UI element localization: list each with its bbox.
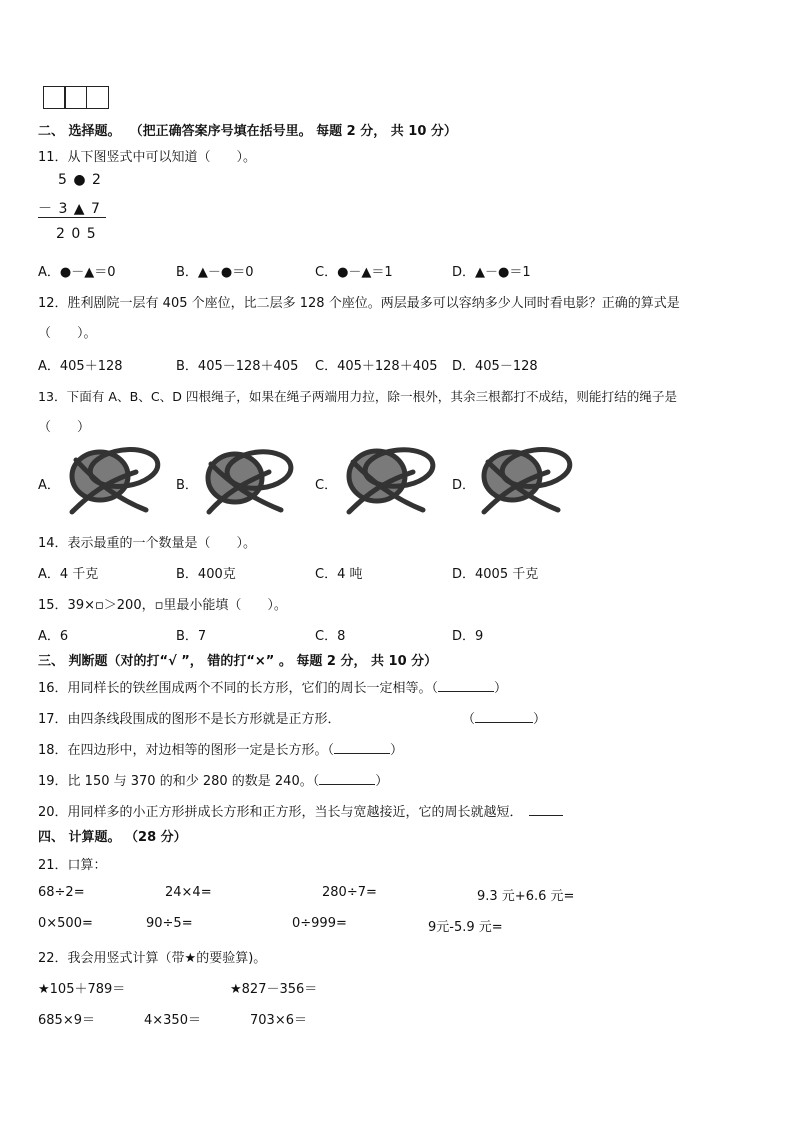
q22-item: ★105＋789＝ xyxy=(38,982,126,997)
q15-option-c[interactable]: C．8 xyxy=(315,629,346,644)
q12-option-a[interactable]: A．405＋128 xyxy=(38,359,123,374)
q11-option-a[interactable]: A．●－▲＝0 xyxy=(38,265,116,280)
q12-option-c[interactable]: C．405＋128＋405 xyxy=(315,359,438,374)
q21-item: 9.3 元+6.6 元= xyxy=(477,889,575,904)
q12-option-b[interactable]: B．405－128＋405 xyxy=(176,359,299,374)
close-paren: ） xyxy=(375,774,389,789)
q18-answer-blank[interactable] xyxy=(334,753,390,754)
q16-stem: 16．用同样长的铁丝围成两个不同的长方形，它们的周长一定相等。（ xyxy=(38,681,439,696)
section-2-title: 二、 选择题。 xyxy=(38,124,121,139)
q11-option-d[interactable]: D．▲－●＝1 xyxy=(452,265,531,280)
q22-stem: 22．我会用竖式计算（带★的要验算)。 xyxy=(38,951,267,966)
section-2-header xyxy=(38,120,457,139)
q13-option-c[interactable]: C． xyxy=(315,478,338,493)
open-paren: （ xyxy=(462,712,476,727)
vertical-line xyxy=(38,217,106,218)
q19-item xyxy=(38,770,388,789)
q20-stem: 20．用同样多的小正方形拼成长方形和正方形，当长与宽越接近，它的周长就越短． xyxy=(38,805,523,820)
answer-boxes xyxy=(44,86,109,109)
vertical-row-3: 2 0 5 xyxy=(56,226,97,242)
q14-option-a[interactable]: A．4 千克 xyxy=(38,567,99,582)
q21-item: 0÷999= xyxy=(292,916,347,931)
q11-vertical-calculation xyxy=(38,172,118,250)
q12-stem-cont: （ ）。 xyxy=(38,326,97,341)
q21-item: 0×500= xyxy=(38,916,93,931)
rope-b-image[interactable] xyxy=(203,444,295,518)
q14-option-d[interactable]: D．4005 千克 xyxy=(452,567,539,582)
q22-item: 4×350＝ xyxy=(144,1013,201,1028)
q22-item: 703×6＝ xyxy=(250,1013,307,1028)
q11-option-c[interactable]: C．●－▲＝1 xyxy=(315,265,393,280)
q22-item: 685×9＝ xyxy=(38,1013,95,1028)
q13-option-b[interactable]: B． xyxy=(176,478,198,493)
rope-c-image[interactable] xyxy=(341,442,437,518)
q13-option-d[interactable]: D． xyxy=(452,478,476,493)
answer-box[interactable] xyxy=(64,86,87,109)
q11-option-b[interactable]: B．▲－●＝0 xyxy=(176,265,254,280)
q12-option-d[interactable]: D．405－128 xyxy=(452,359,538,374)
q15-option-d[interactable]: D．9 xyxy=(452,629,484,644)
q15-stem: 15．39×▫＞200，▫里最小能填（ ）。 xyxy=(38,598,287,613)
q19-stem: 19．比 150 与 370 的和少 280 的数是 240。（ xyxy=(38,774,320,789)
q13-stem: 13．下面有 A、B、C、D 四根绳子，如果在绳子两端用力拉，除一根外，其余三根都打不成结，则能打结的绳子是 xyxy=(38,389,678,404)
q21-item: 90÷5= xyxy=(146,916,193,931)
q21-item: 9元-5.9 元= xyxy=(428,920,503,935)
section-3-title: 三、 判断题（对的打“√ ”， 错的打“×” 。 每题 2 分， 共 10 分） xyxy=(38,654,438,669)
q14-option-b[interactable]: B．400克 xyxy=(176,567,236,582)
q15-option-a[interactable]: A．6 xyxy=(38,629,69,644)
q22-item: ★827－356＝ xyxy=(230,982,318,997)
q12-stem: 12．胜利剧院一层有 405 个座位，比二层多 128 个座位。两层最多可以容纳多少人同时看电影？正确的算式是 xyxy=(38,296,680,311)
answer-box[interactable] xyxy=(86,86,109,109)
q16-answer-blank[interactable] xyxy=(438,691,494,692)
q20-item xyxy=(38,801,563,820)
q17-stem: 17．由四条线段围成的图形不是长方形就是正方形． xyxy=(38,712,341,727)
q18-stem: 18．在四边形中，对边相等的图形一定是长方形。（ xyxy=(38,743,335,758)
q21-stem: 21．口算： xyxy=(38,858,107,873)
section-4-title: 四、 计算题。 （28 分） xyxy=(38,830,187,845)
q13-stem-cont: （ ） xyxy=(38,420,91,435)
q17-answer xyxy=(462,708,546,727)
section-2-note: （把正确答案序号填在括号里。 每题 2 分， 共 10 分） xyxy=(129,124,457,139)
answer-box[interactable] xyxy=(43,86,66,109)
vertical-row-2: － 3 ▲ 7 xyxy=(38,201,101,217)
q17-answer-blank[interactable] xyxy=(475,722,533,723)
q11-stem: 11．从下图竖式中可以知道（ ）。 xyxy=(38,150,257,165)
rope-a-image[interactable] xyxy=(66,442,162,518)
q14-option-c[interactable]: C．4 吨 xyxy=(315,567,363,582)
vertical-row-1: 5 ● 2 xyxy=(58,172,102,188)
rope-d-image[interactable] xyxy=(478,442,574,518)
q21-item: 280÷7= xyxy=(322,885,377,900)
q13-option-a[interactable]: A． xyxy=(38,478,60,493)
q14-stem: 14．表示最重的一个数量是（ ）。 xyxy=(38,536,257,551)
q20-answer-blank[interactable] xyxy=(529,815,563,816)
q19-answer-blank[interactable] xyxy=(319,784,375,785)
close-paren: ） xyxy=(533,712,547,727)
close-paren: ） xyxy=(494,681,508,696)
q16-item xyxy=(38,677,507,696)
q21-item: 68÷2= xyxy=(38,885,85,900)
q21-item: 24×4= xyxy=(165,885,212,900)
close-paren: ） xyxy=(390,743,404,758)
q15-option-b[interactable]: B．7 xyxy=(176,629,207,644)
q18-item xyxy=(38,739,403,758)
